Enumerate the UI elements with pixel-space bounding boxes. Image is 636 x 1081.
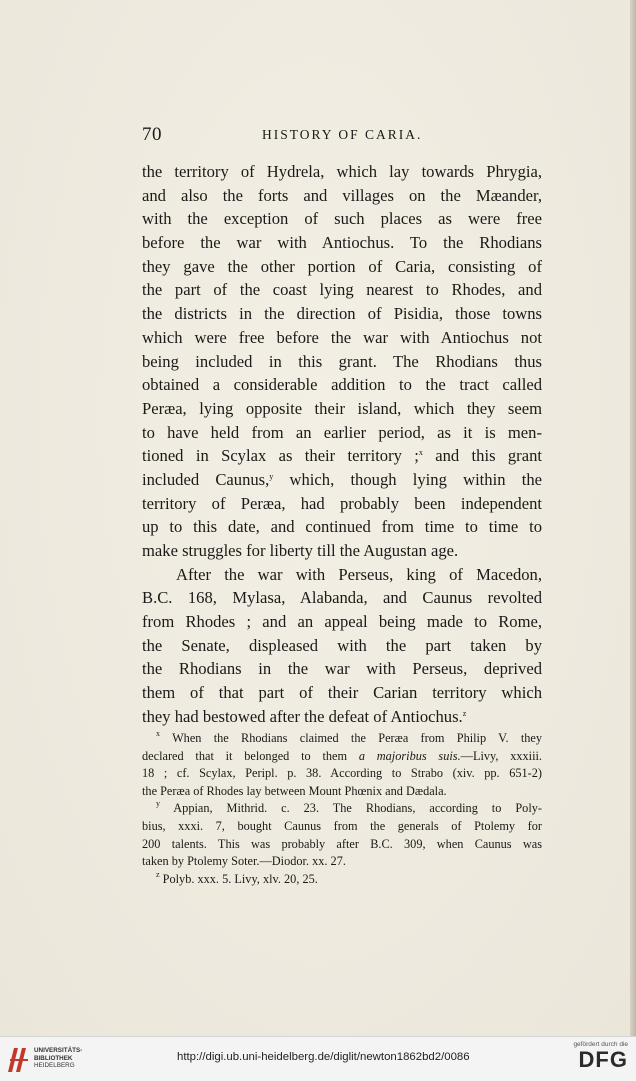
- footnote-x-line-1: [142, 730, 542, 748]
- body-text: [142, 160, 542, 729]
- body-line-9: being included in this grant. The Rhodians thus: [142, 351, 542, 371]
- footnote-x-line-3: 18 ; cf. Scylax, Peripl. p. 38. According to Strabo (xiv. pp. 651-2): [142, 766, 542, 781]
- body-line-10: obtained a considerable addition to the tract called: [142, 375, 542, 395]
- library-seal-icon: [6, 1044, 30, 1074]
- body-line-18: After the war with Perseus, king of Macedon,: [176, 564, 542, 584]
- permalink-url[interactable]: http://digi.ub.uni-heidelberg.de/diglit/newton1862bd2/0086: [177, 1051, 470, 1063]
- body-line-1: the territory of Hydrela, which lay towards Phrygia,: [142, 162, 542, 181]
- footnote-x-line-4: the Peræa of Rhodes lay between Mount Phœnix and Dædala.: [142, 783, 447, 798]
- body-line-6: the part of the coast lying nearest to Rhodes, and: [142, 280, 542, 300]
- dfg-logo-text: DFG: [578, 1047, 628, 1072]
- footnote-y-line-1: [142, 800, 542, 818]
- footnote-x-text-2b: —Livy, xxxiii.: [460, 748, 543, 763]
- footnote-x-line-2: [142, 748, 542, 766]
- body-line-22: the Rhodians in the war with Perseus, deprived: [142, 659, 542, 679]
- footnote-x-italic: a majoribus suis.: [358, 748, 461, 763]
- body-line-2: and also the forts and villages on the Mæander,: [142, 185, 542, 205]
- body-line-5: they gave the other portion of Caria, consisting of: [142, 256, 542, 276]
- footnote-z-mark: z: [156, 869, 160, 879]
- body-line-8: which were free before the war with Antiochus not: [142, 327, 542, 347]
- body-line-13-text: tioned in Scylax as their territory ;: [142, 446, 419, 466]
- footnote-x-text-2: declared that it belonged to them: [142, 748, 359, 763]
- funder-caption: gefördert durch die: [573, 1041, 628, 1048]
- note-mark-z: z: [462, 708, 467, 718]
- running-head: [142, 124, 542, 148]
- footnote-y-line-2: bius, xxxi. 7, bought Caunus from the generals of Ptolemy for: [142, 818, 542, 833]
- footnote-y-line-4: taken by Ptolemy Soter.—Diodor. xx. 27.: [142, 854, 346, 869]
- body-line-4: before the war with Antiochus. To the Rhodians: [142, 233, 542, 253]
- library-name-line-3: HEIDELBERG: [34, 1062, 75, 1070]
- body-line-23: them of that part of their Carian territory which: [142, 683, 542, 703]
- body-line-14: [142, 468, 542, 492]
- body-line-12: to have held from an earlier period, as it is men-: [142, 422, 542, 442]
- funder-logo[interactable]: [546, 1041, 628, 1077]
- body-line-14-rest: which, though lying within the: [273, 469, 542, 489]
- body-line-21: the Senate, displeased with the part taken by: [142, 635, 542, 655]
- footnote-x-text-1: When the Rhodians claimed the Peræa from Philip V. they: [172, 731, 542, 745]
- body-line-24: [142, 705, 542, 729]
- note-mark-y: y: [269, 471, 274, 481]
- footnote-z-line-1: [142, 871, 542, 889]
- footnote-z-text: Polyb. xxx. 5. Livy, xlv. 20, 25.: [162, 871, 318, 886]
- page-edge-shadow: [630, 0, 636, 1036]
- body-line-17: make struggles for liberty till the Augustan age.: [142, 541, 459, 560]
- body-line-20: from Rhodes ; and an appeal being made to Rome,: [142, 612, 542, 632]
- viewer-footer: [0, 1036, 636, 1081]
- footnote-x-mark: x: [156, 729, 160, 738]
- body-line-24-text: they had bestowed after the defeat of Antiochus.: [142, 706, 463, 726]
- page-number: 70: [142, 124, 162, 145]
- body-line-19: B.C. 168, Mylasa, Alabanda, and Caunus revolted: [142, 588, 542, 608]
- body-line-14-text: included Caunus,: [142, 469, 270, 489]
- running-title: HISTORY OF CARIA.: [262, 127, 423, 142]
- body-line-3: with the exception of such places as were free: [142, 209, 542, 229]
- body-line-11: Peræa, lying opposite their island, which they seem: [142, 398, 542, 418]
- footnote-y-text-1: Appian, Mithrid. c. 23. The Rhodians, according to Poly-: [173, 801, 542, 816]
- body-line-13-rest: and this grant: [422, 446, 542, 466]
- body-line-15: territory of Peræa, had probably been independent: [142, 493, 542, 513]
- footnote-y-line-3: 200 talents. This was probably after B.C. 309, when Caunus was: [142, 836, 542, 851]
- library-logo[interactable]: [6, 1042, 106, 1076]
- note-mark-x: x: [418, 448, 423, 458]
- body-line-16: up to this date, and continued from time to time to: [142, 517, 542, 537]
- library-name-line-1: UNIVERSITÄTS-: [34, 1047, 83, 1054]
- footnote-y-mark: y: [156, 799, 160, 809]
- library-name-line-2: BIBLIOTHEK: [34, 1054, 73, 1062]
- body-line-7: the districts in the direction of Pisidia, those towns: [142, 304, 542, 324]
- library-name: [34, 1047, 82, 1070]
- footnotes: [142, 730, 542, 888]
- body-line-13: [142, 444, 542, 468]
